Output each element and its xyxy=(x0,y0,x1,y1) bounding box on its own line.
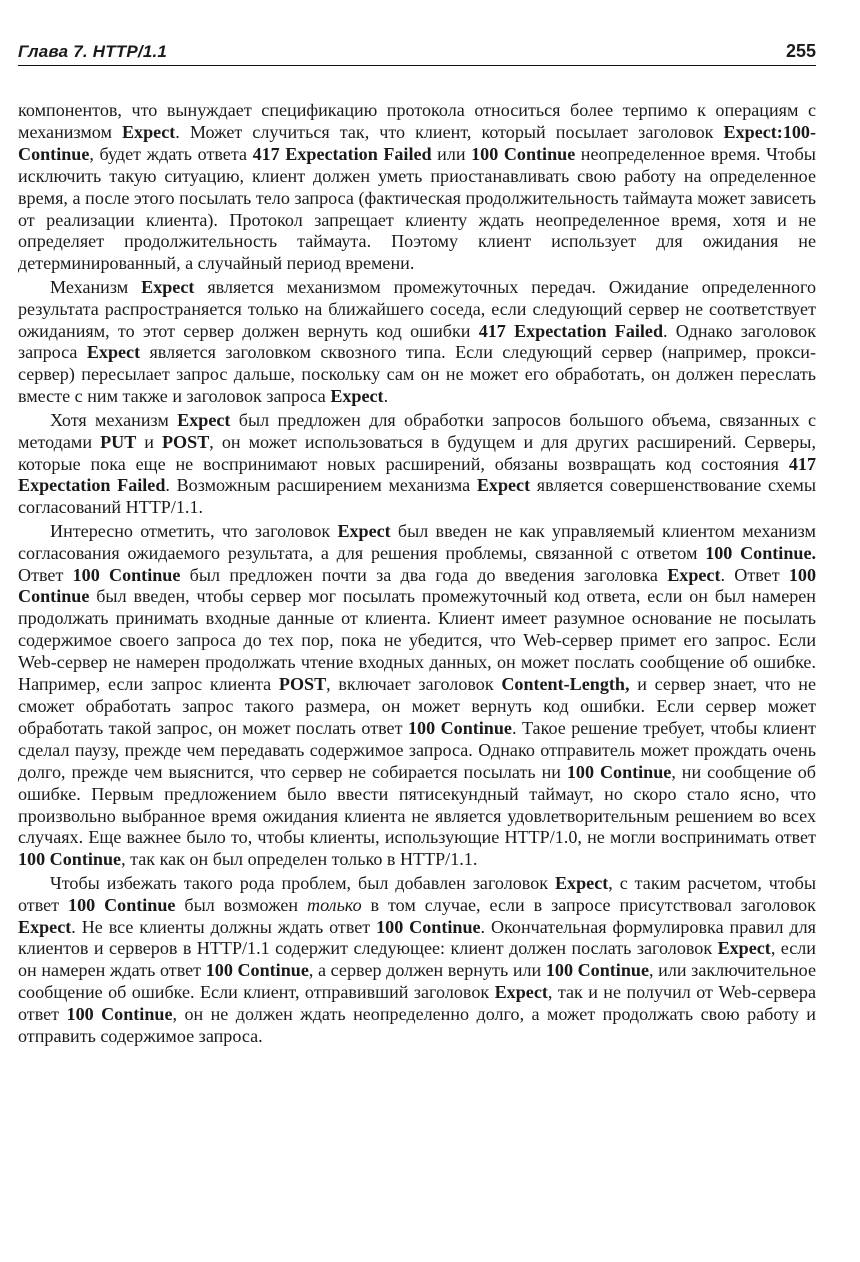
paragraph xyxy=(18,521,816,872)
bold-term: 100 Continue xyxy=(68,894,176,915)
text-run: , он не должен ждать неопределенно долго, а может продолжать свою работу и отправить содержимое запроса. xyxy=(18,1004,816,1047)
bold-term: 100 Continue xyxy=(545,960,649,981)
bold-term: Expect xyxy=(494,982,548,1003)
paragraph xyxy=(18,277,816,408)
text-run: в том случае, если в запросе присутствовал заголовок xyxy=(361,894,816,915)
text-run: и xyxy=(136,431,162,452)
text-run: был возможен xyxy=(175,894,308,915)
text-run: Чтобы избежать такого рода проблем, был добавлен заголовок xyxy=(50,872,555,893)
text-run: был предложен для обработки запросов большого объема, связанных с методами xyxy=(18,409,816,452)
body-text xyxy=(18,100,816,1048)
text-run: , он может использоваться в будущем и для других расширений. Серверы, которые пока еще не воспринимают новых расширений, обязаны возвращать код состояния xyxy=(18,431,816,474)
bold-term: Expect xyxy=(717,938,771,959)
text-run: Интересно отметить, что заголовок xyxy=(50,520,338,541)
text-run: . Однако заголовок запроса xyxy=(18,320,816,363)
text-run: является совершенствование схемы согласований HTTP/1.1. xyxy=(18,475,817,518)
text-run: . Может случиться так, что клиент, который посылает заголовок xyxy=(175,121,724,142)
bold-term: Expect xyxy=(337,520,391,541)
bold-term: POST xyxy=(278,674,327,695)
page-number: 255 xyxy=(785,41,816,61)
text-run: и сервер знает, что не сможет обработать запрос такого размера, он может вернуть код ошибки. Если сервер может обработать такой запрос, он может послать ответ xyxy=(18,674,816,738)
bold-term: Expect xyxy=(18,916,72,937)
paragraph xyxy=(18,100,816,275)
text-run: , будет ждать ответа xyxy=(89,143,253,164)
text-run: является механизмом промежуточных передач. Ожидание определенного результата распространяется только на ближайшего соседа, если следующий сервер не соответствует ожиданиям, то этот сервер должен вернуть код ошибки xyxy=(18,276,816,341)
text-run: . Такое решение требует, чтобы клиент сделал паузу, прежде чем передавать содержимое запроса. Однако отправитель может прождать очень долго, прежде чем выяснится, что сервер не собирается посылать ни xyxy=(18,717,816,782)
bold-term: 100 Continue. xyxy=(705,542,816,563)
text-run: является заголовком сквозного типа. Если следующий сервер (например, прокси-сервер) пересылает запрос дальше, поскольку сам он не может его обработать, он должен переслать вместе с ним также и заголовок запроса xyxy=(18,342,816,407)
bold-term: 100 Continue xyxy=(471,143,576,164)
bold-term: 100 Continue xyxy=(72,564,181,585)
text-run: неопределенное время. Чтобы исключить такую ситуацию, клиент должен уметь приостанавливать свою работу на определенное время, а после этого посылать тело запроса (фактическая продолжительность таймаута может зависеть от реализации клиента). Протокол запрещает клиенту ждать неопределенное время, хотя и не определяет продолжительность таймаута. Поэтому клиент использует для ожидания не детерминированный, а случайный период времени. xyxy=(18,143,816,274)
bold-term: 100 Continue xyxy=(66,1004,173,1025)
emphasis: только xyxy=(307,894,362,915)
text-run: . xyxy=(383,386,389,407)
bold-term: 417 Expectation Failed xyxy=(18,453,816,496)
bold-term: 100 Continue xyxy=(18,564,816,607)
bold-term: Expect xyxy=(330,386,384,407)
page-header xyxy=(18,34,816,66)
bold-term: Expect xyxy=(121,121,176,142)
text-run: . Не все клиенты должны ждать ответ xyxy=(71,916,377,937)
text-run: , с таким расчетом, чтобы ответ xyxy=(18,872,816,915)
text-run: Ответ xyxy=(18,564,73,585)
book-page xyxy=(18,34,816,1048)
text-run: был введен, чтобы сервер мог посылать промежуточный код ответа, если он был намерен продолжать принимать входные данные от клиента. Клиент имеет разумное основание не посылать содержимое своего запроса до тех пор, пока не убедится, что Web-сервер примет его запрос. Если Web-сервер не намерен продолжать чтение входных данных, он может послать сообщение об ошибке. Например, если запрос клиента xyxy=(18,586,816,695)
text-run: , включает заголовок xyxy=(326,674,502,695)
bold-term: Content-Length, xyxy=(501,674,630,695)
text-run: был введен не как управляемый клиентом механизм согласования ожидаемого результата, а для решения проблемы, связанной с ответом xyxy=(18,520,816,563)
bold-term: 100 Continue xyxy=(205,960,309,981)
bold-term: Expect xyxy=(177,409,231,430)
bold-term: Expect xyxy=(667,564,721,585)
bold-term: Expect xyxy=(476,475,531,496)
text-run: , если он намерен ждать ответ xyxy=(18,938,816,981)
text-run: , а сервер должен вернуть или xyxy=(308,960,546,981)
text-run: . Окончательная формулировка правил для клиентов и серверов в HTTP/1.1 содержит следующее: клиент должен послать заголовок xyxy=(18,916,816,959)
bold-term: 100 Continue xyxy=(407,717,512,738)
text-run: компонентов, что вынуждает спецификацию протокола относиться более терпимо к операциям с механизмом xyxy=(18,100,816,142)
bold-term: PUT xyxy=(100,431,137,452)
text-run: Механизм xyxy=(50,276,142,297)
bold-term: Expect xyxy=(86,342,141,363)
bold-term: Expect xyxy=(554,872,609,893)
bold-term: Expect xyxy=(141,276,195,297)
text-run: , ни сообщение об ошибке. Первым предложением было ввести пятисекундный таймаут, но скоро стало ясно, что произвольно выбранное время ожидания клиента не является удовлетворительным решением во всех случаях. Еще важнее было то, чтобы клиенты, использующие HTTP/1.0, не могли воспринимать ответ xyxy=(18,761,816,848)
text-run: , так и не получил от Web-сервера ответ xyxy=(18,982,816,1025)
text-run: . Ответ xyxy=(720,564,789,585)
bold-term: 100 Continue xyxy=(18,849,122,870)
paragraph xyxy=(18,873,816,1048)
bold-term: 417 Expectation Failed xyxy=(478,320,664,341)
paragraph xyxy=(18,410,816,520)
text-run: , так как он был определен только в HTTP/1.1. xyxy=(121,849,478,870)
text-run: , или заключительное сообщение об ошибке. Если клиент, отправивший заголовок xyxy=(18,960,816,1003)
text-run: Хотя механизм xyxy=(50,409,178,430)
bold-term: 417 Expectation Failed xyxy=(252,143,432,164)
bold-term: Expect:100-Continue xyxy=(18,121,816,164)
text-run: был предложен почти за два года до введения заголовка xyxy=(180,564,668,585)
text-run: . Возможным расширением механизма xyxy=(165,475,477,496)
text-run: или xyxy=(431,143,472,164)
bold-term: POST xyxy=(162,431,210,452)
bold-term: 100 Continue xyxy=(376,916,481,937)
bold-term: 100 Continue xyxy=(566,761,672,782)
running-head: Глава 7. HTTP/1.1 xyxy=(18,42,168,61)
